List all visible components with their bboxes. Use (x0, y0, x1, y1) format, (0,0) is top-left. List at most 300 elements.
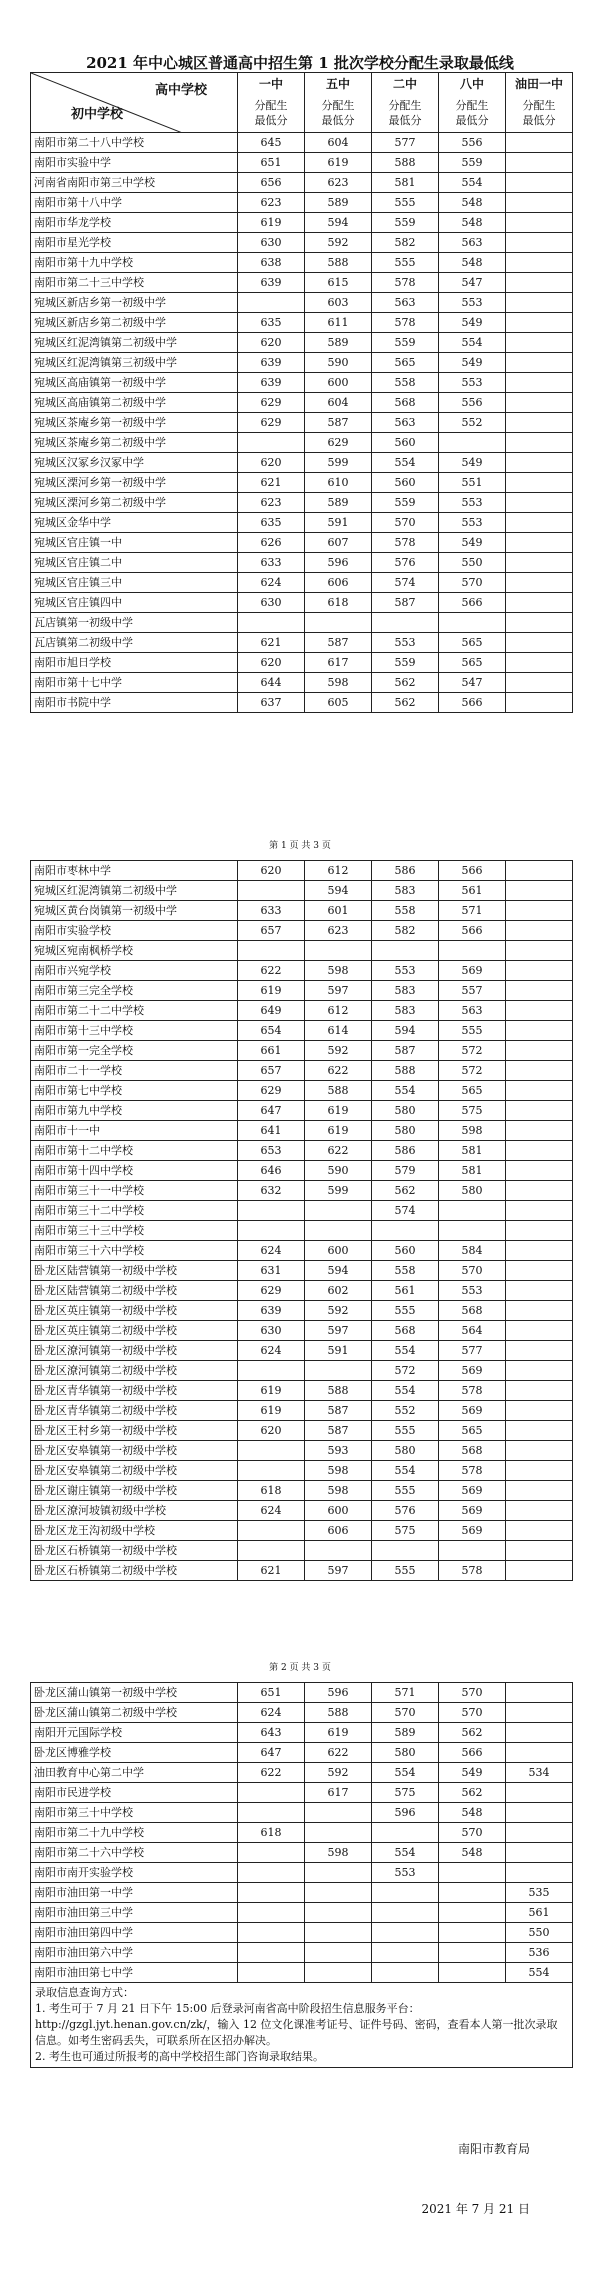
score-cell: 578 (372, 273, 439, 293)
score-cell: 559 (372, 213, 439, 233)
score-cell: 600 (305, 1241, 372, 1261)
score-cell: 623 (305, 173, 372, 193)
score-cell (238, 1903, 305, 1923)
score-cell (506, 453, 573, 473)
junior-school-name-cell: 宛城区官庄镇一中 (31, 533, 238, 553)
score-cell (506, 573, 573, 593)
table-row (31, 1541, 573, 1561)
table-row (31, 941, 573, 961)
score-cell: 639 (238, 353, 305, 373)
score-cell: 602 (305, 1281, 372, 1301)
junior-school-name-cell: 宛城区高庙镇第二初级中学 (31, 393, 238, 413)
score-cell (372, 1883, 439, 1903)
table-row (31, 213, 573, 233)
junior-school-name-cell: 卧龙区石桥镇第二初级中学校 (31, 1561, 238, 1581)
junior-school-name-cell: 南阳市油田第六中学 (31, 1943, 238, 1963)
score-cell (506, 981, 573, 1001)
score-cell: 598 (305, 1481, 372, 1501)
junior-school-name-cell: 南阳市第二十八中学校 (31, 133, 238, 153)
score-cell: 657 (238, 1061, 305, 1081)
score-cell: 548 (439, 1803, 506, 1823)
score-cell: 594 (305, 1261, 372, 1281)
score-cell (506, 1683, 573, 1703)
score-cell: 554 (372, 1381, 439, 1401)
table-row (31, 513, 573, 533)
score-cell: 622 (238, 1763, 305, 1783)
score-cell: 633 (238, 553, 305, 573)
junior-school-name-cell: 卧龙区英庄镇第一初级中学校 (31, 1301, 238, 1321)
score-cell: 576 (372, 553, 439, 573)
score-cell (506, 133, 573, 153)
table-row (31, 313, 573, 333)
score-cell: 583 (372, 881, 439, 901)
score-cell: 549 (439, 533, 506, 553)
page-indicator-1: 第 1 页 共 3 页 (269, 841, 331, 851)
score-cell: 554 (439, 173, 506, 193)
table-row (31, 273, 573, 293)
score-cell: 631 (238, 1261, 305, 1281)
header-school-youtian-yizhong (506, 73, 573, 133)
score-cell: 569 (439, 1361, 506, 1381)
score-cell: 570 (439, 573, 506, 593)
score-cell: 653 (238, 1141, 305, 1161)
notes-item-2: 2. 考生也可通过所报考的高中学校招生部门咨询录取结果。 (35, 2050, 324, 2063)
score-cell (238, 1803, 305, 1823)
table-row (31, 881, 573, 901)
score-cell: 612 (305, 1001, 372, 1021)
score-cell: 626 (238, 533, 305, 553)
score-cell (372, 1823, 439, 1843)
score-cell: 558 (372, 373, 439, 393)
score-cell: 624 (238, 1341, 305, 1361)
table-row (31, 1261, 573, 1281)
score-cell (506, 961, 573, 981)
sub-label: 分配生 (455, 99, 489, 112)
score-cell (238, 1361, 305, 1381)
score-cell (238, 1883, 305, 1903)
score-cell (506, 1381, 573, 1401)
table-row (31, 1161, 573, 1181)
score-cell (506, 1803, 573, 1823)
table-row (31, 1783, 573, 1803)
score-cell: 561 (506, 1903, 573, 1923)
junior-school-name-cell: 南阳市第二十二中学校 (31, 1001, 238, 1021)
score-cell: 635 (238, 313, 305, 333)
score-cell: 580 (372, 1121, 439, 1141)
score-cell (506, 293, 573, 313)
score-cell (506, 1201, 573, 1221)
junior-school-name-cell: 卧龙区蒲山镇第一初级中学校 (31, 1683, 238, 1703)
score-cell: 555 (372, 1481, 439, 1501)
score-cell (506, 1021, 573, 1041)
junior-school-name-cell: 南阳市第二十九中学校 (31, 1823, 238, 1843)
score-cell: 629 (238, 413, 305, 433)
score-cell: 589 (305, 493, 372, 513)
score-cell (506, 173, 573, 193)
score-cell: 629 (238, 393, 305, 413)
score-cell: 647 (238, 1101, 305, 1121)
score-cell (238, 1521, 305, 1541)
score-cell (506, 413, 573, 433)
table-row (31, 333, 573, 353)
score-cell (506, 633, 573, 653)
score-cell: 578 (439, 1381, 506, 1401)
score-cell: 565 (439, 633, 506, 653)
score-cell: 561 (439, 881, 506, 901)
score-cell (238, 881, 305, 901)
table-row (31, 1061, 573, 1081)
score-cell: 588 (372, 1061, 439, 1081)
score-cell: 621 (238, 1561, 305, 1581)
score-cell (506, 1541, 573, 1561)
score-table-page-3 (30, 1682, 573, 2068)
table-row (31, 1421, 573, 1441)
junior-school-name-cell: 宛城区汉冢乡汉冢中学 (31, 453, 238, 473)
score-cell: 588 (305, 1081, 372, 1101)
junior-school-name-cell: 南阳市第二十六中学校 (31, 1843, 238, 1863)
score-cell: 618 (305, 593, 372, 613)
score-cell: 535 (506, 1883, 573, 1903)
score-cell: 570 (439, 1683, 506, 1703)
score-cell (305, 1201, 372, 1221)
score-cell: 601 (305, 901, 372, 921)
header-school-bazhong (439, 73, 506, 133)
junior-school-name-cell: 南阳开元国际学校 (31, 1723, 238, 1743)
score-cell: 598 (305, 673, 372, 693)
junior-school-name-cell: 南阳市第一完全学校 (31, 1041, 238, 1061)
score-cell (439, 1221, 506, 1241)
score-cell: 548 (439, 213, 506, 233)
score-cell: 569 (439, 1401, 506, 1421)
score-cell: 623 (238, 493, 305, 513)
junior-school-name-cell: 卧龙区陆营镇第二初级中学校 (31, 1281, 238, 1301)
score-cell: 563 (439, 1001, 506, 1021)
score-cell (506, 213, 573, 233)
score-cell: 566 (439, 861, 506, 881)
score-cell: 632 (238, 1181, 305, 1201)
score-cell: 568 (439, 1441, 506, 1461)
score-cell: 621 (238, 473, 305, 493)
score-cell: 592 (305, 1301, 372, 1321)
score-cell: 588 (372, 153, 439, 173)
score-cell: 577 (439, 1341, 506, 1361)
score-cell (506, 1181, 573, 1201)
score-table-page-2 (30, 860, 573, 1581)
score-cell (506, 1501, 573, 1521)
score-cell: 562 (372, 693, 439, 713)
score-cell: 587 (305, 1421, 372, 1441)
score-cell: 557 (439, 981, 506, 1001)
junior-school-name-cell: 宛城区高庙镇第一初级中学 (31, 373, 238, 393)
score-cell: 597 (305, 981, 372, 1001)
score-cell: 638 (238, 253, 305, 273)
junior-school-name-cell: 宛城区金华中学 (31, 513, 238, 533)
score-cell: 656 (238, 173, 305, 193)
school-name: 二中 (392, 77, 417, 91)
score-cell: 534 (506, 1763, 573, 1783)
table-row (31, 573, 573, 593)
score-cell (506, 861, 573, 881)
score-cell: 553 (439, 1281, 506, 1301)
score-cell: 619 (238, 213, 305, 233)
junior-school-name-cell: 宛城区红泥湾镇第三初级中学 (31, 353, 238, 373)
score-cell: 622 (305, 1061, 372, 1081)
junior-school-name-cell: 南阳市第十九中学校 (31, 253, 238, 273)
junior-school-name-cell: 宛城区官庄镇三中 (31, 573, 238, 593)
score-cell: 570 (439, 1261, 506, 1281)
score-cell (506, 1001, 573, 1021)
score-cell: 553 (439, 513, 506, 533)
score-cell (439, 1883, 506, 1903)
score-cell: 570 (372, 1703, 439, 1723)
score-cell: 615 (305, 273, 372, 293)
score-cell (372, 1541, 439, 1561)
score-cell (506, 513, 573, 533)
score-cell: 566 (439, 693, 506, 713)
score-cell: 580 (372, 1743, 439, 1763)
score-cell: 598 (305, 1461, 372, 1481)
score-cell (506, 353, 573, 373)
table-row (31, 453, 573, 473)
score-cell: 620 (238, 1421, 305, 1441)
score-cell: 578 (439, 1561, 506, 1581)
score-cell: 624 (238, 1703, 305, 1723)
score-cell (506, 1461, 573, 1481)
score-cell (506, 613, 573, 633)
score-cell (506, 153, 573, 173)
table-row (31, 293, 573, 313)
table-row (31, 961, 573, 981)
sub-label: 最低分 (522, 114, 556, 127)
table-row (31, 633, 573, 653)
table-row (31, 1803, 573, 1823)
score-cell: 586 (372, 1141, 439, 1161)
score-cell: 560 (372, 473, 439, 493)
school-name: 八中 (459, 77, 484, 91)
score-cell (305, 1923, 372, 1943)
score-cell: 551 (439, 473, 506, 493)
junior-school-name-cell: 南阳市实验中学 (31, 153, 238, 173)
diagonal-line (31, 73, 238, 133)
score-cell: 646 (238, 1161, 305, 1181)
score-cell (372, 1221, 439, 1241)
score-cell: 600 (305, 373, 372, 393)
score-cell: 566 (439, 1743, 506, 1763)
junior-school-name-cell: 卧龙区龙王沟初级中学校 (31, 1521, 238, 1541)
score-cell: 599 (305, 453, 372, 473)
table-row (31, 1923, 573, 1943)
score-cell: 644 (238, 673, 305, 693)
score-cell (506, 1561, 573, 1581)
score-cell: 619 (238, 1401, 305, 1421)
score-cell (305, 1803, 372, 1823)
junior-school-name-cell: 南阳市第三十一中学校 (31, 1181, 238, 1201)
junior-school-name-cell: 南阳市第三十二中学校 (31, 1201, 238, 1221)
table-row (31, 553, 573, 573)
score-cell (238, 1221, 305, 1241)
score-cell (506, 941, 573, 961)
junior-school-name-cell: 南阳市华龙学校 (31, 213, 238, 233)
score-cell: 560 (372, 433, 439, 453)
score-cell: 639 (238, 1301, 305, 1321)
header-school-erzhong (372, 73, 439, 133)
score-cell: 654 (238, 1021, 305, 1041)
score-cell: 575 (372, 1521, 439, 1541)
score-cell: 606 (305, 1521, 372, 1541)
junior-school-name-cell: 宛城区溧河乡第一初级中学 (31, 473, 238, 493)
score-cell: 591 (305, 513, 372, 533)
score-cell (238, 1783, 305, 1803)
score-cell: 617 (305, 653, 372, 673)
score-cell: 548 (439, 193, 506, 213)
score-cell: 620 (238, 861, 305, 881)
score-cell: 549 (439, 453, 506, 473)
score-cell: 581 (372, 173, 439, 193)
table-row (31, 1763, 573, 1783)
score-cell (372, 613, 439, 633)
junior-school-name-cell: 瓦店镇第一初级中学 (31, 613, 238, 633)
score-cell (238, 1923, 305, 1943)
junior-school-name-cell: 南阳市第三完全学校 (31, 981, 238, 1001)
junior-school-name-cell: 卧龙区潦河镇第一初级中学校 (31, 1341, 238, 1361)
table-row (31, 1883, 573, 1903)
score-cell (305, 613, 372, 633)
score-cell: 565 (439, 1421, 506, 1441)
score-cell: 645 (238, 133, 305, 153)
junior-school-name-cell: 南阳市第十二中学校 (31, 1141, 238, 1161)
table-row (31, 613, 573, 633)
score-cell: 598 (305, 961, 372, 981)
junior-school-name-cell: 南阳市第三十六中学校 (31, 1241, 238, 1261)
high-school-corner-label: 高中学校 (154, 83, 207, 98)
table-row (31, 1441, 573, 1461)
score-cell: 624 (238, 1501, 305, 1521)
score-cell: 589 (305, 193, 372, 213)
score-cell (506, 393, 573, 413)
score-cell (506, 1401, 573, 1421)
score-cell: 581 (439, 1141, 506, 1161)
score-cell: 552 (372, 1401, 439, 1421)
score-cell (506, 1281, 573, 1301)
score-cell (506, 1221, 573, 1241)
score-cell (506, 1703, 573, 1723)
junior-school-name-cell: 南阳市枣林中学 (31, 861, 238, 881)
score-cell: 571 (439, 901, 506, 921)
score-cell: 629 (238, 1281, 305, 1301)
junior-school-name-cell: 卧龙区陆营镇第一初级中学校 (31, 1261, 238, 1281)
score-cell: 617 (305, 1783, 372, 1803)
score-cell: 639 (238, 373, 305, 393)
score-cell: 565 (439, 653, 506, 673)
junior-school-name-cell: 宛城区新店乡第一初级中学 (31, 293, 238, 313)
score-cell: 581 (439, 1161, 506, 1181)
score-cell (506, 1101, 573, 1121)
table-row (31, 1101, 573, 1121)
junior-school-name-cell: 宛城区黄台岗镇第一初级中学 (31, 901, 238, 921)
score-cell: 618 (238, 1823, 305, 1843)
table-row (31, 353, 573, 373)
score-cell: 620 (238, 333, 305, 353)
score-cell (439, 1903, 506, 1923)
table-row (31, 1683, 573, 1703)
table-row (31, 1743, 573, 1763)
notes-row (31, 1983, 573, 2068)
table-row (31, 1021, 573, 1041)
sub-label: 最低分 (455, 114, 489, 127)
score-cell: 578 (372, 533, 439, 553)
score-cell (372, 941, 439, 961)
score-cell: 569 (439, 1521, 506, 1541)
table-row (31, 921, 573, 941)
score-cell (506, 1041, 573, 1061)
score-cell: 562 (372, 673, 439, 693)
junior-school-name-cell: 卧龙区博雅学校 (31, 1743, 238, 1763)
table-row (31, 1041, 573, 1061)
score-cell (238, 293, 305, 313)
score-cell: 592 (305, 1041, 372, 1061)
score-cell: 590 (305, 353, 372, 373)
table-row (31, 1361, 573, 1381)
junior-school-name-cell: 南阳市第三十中学校 (31, 1803, 238, 1823)
table-row (31, 1141, 573, 1161)
score-cell: 559 (372, 493, 439, 513)
score-cell (305, 1541, 372, 1561)
score-cell: 558 (372, 1261, 439, 1281)
score-cell (506, 1261, 573, 1281)
score-cell (305, 1943, 372, 1963)
score-cell: 574 (372, 1201, 439, 1221)
score-cell: 651 (238, 153, 305, 173)
junior-school-name-cell: 南阳市星光学校 (31, 233, 238, 253)
junior-school-name-cell: 卧龙区安皋镇第一初级中学校 (31, 1441, 238, 1461)
score-cell (506, 373, 573, 393)
table-row (31, 1461, 573, 1481)
table-row (31, 1341, 573, 1361)
score-cell (439, 1541, 506, 1561)
score-cell (506, 1141, 573, 1161)
score-cell: 580 (372, 1101, 439, 1121)
score-cell: 600 (305, 1501, 372, 1521)
score-cell: 587 (305, 633, 372, 653)
table-row (31, 193, 573, 213)
table-row (31, 1903, 573, 1923)
score-cell: 592 (305, 1763, 372, 1783)
score-cell: 568 (372, 1321, 439, 1341)
score-cell: 610 (305, 473, 372, 493)
score-cell: 555 (372, 253, 439, 273)
score-cell: 569 (439, 961, 506, 981)
score-cell: 620 (238, 653, 305, 673)
score-cell: 550 (506, 1923, 573, 1943)
score-cell: 596 (305, 1683, 372, 1703)
sub-label: 分配生 (522, 99, 556, 112)
score-cell (305, 1883, 372, 1903)
score-cell: 649 (238, 1001, 305, 1021)
score-cell: 614 (305, 1021, 372, 1041)
score-cell: 555 (372, 1301, 439, 1321)
score-cell (305, 1863, 372, 1883)
score-cell: 565 (439, 1081, 506, 1101)
score-cell (506, 1361, 573, 1381)
sub-label: 最低分 (388, 114, 422, 127)
score-cell: 619 (305, 1121, 372, 1141)
score-cell: 571 (372, 1683, 439, 1703)
score-cell: 597 (305, 1561, 372, 1581)
score-cell: 593 (305, 1441, 372, 1461)
score-cell: 559 (439, 153, 506, 173)
table-row (31, 1723, 573, 1743)
score-cell: 619 (305, 1101, 372, 1121)
